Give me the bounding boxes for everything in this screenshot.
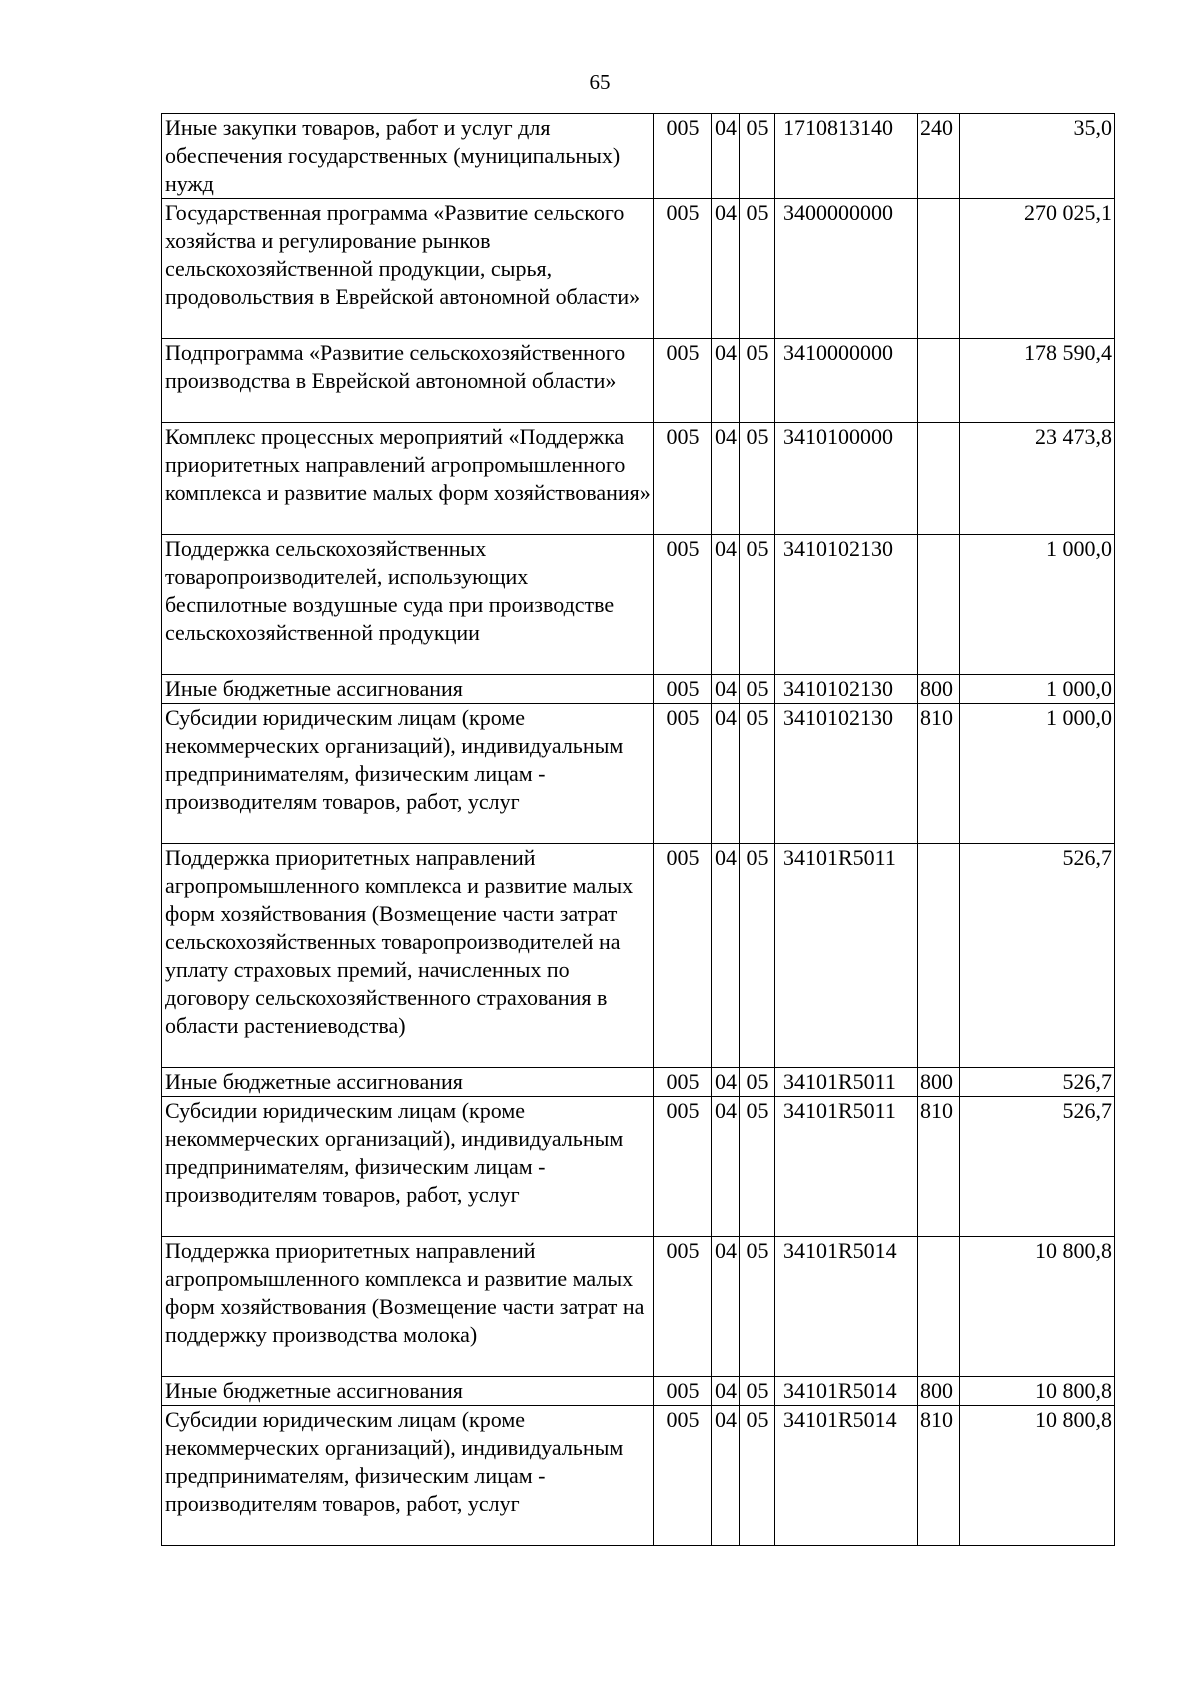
- budget-item-name: Иные закупки товаров, работ и услуг для обеспечения государственных (муниципальных) нужд: [162, 114, 654, 199]
- target-article-code: 1710813140: [775, 114, 918, 199]
- grbs-code: 005: [654, 339, 712, 423]
- amount: 526,7: [960, 844, 1115, 1068]
- expense-type-code: 800: [918, 1068, 960, 1097]
- section-code: 04: [712, 339, 740, 423]
- table-row: [162, 423, 1115, 535]
- subsection-code: 05: [740, 339, 775, 423]
- amount: 526,7: [960, 1097, 1115, 1237]
- section-code: 04: [712, 844, 740, 1068]
- budget-item-name: Поддержка приоритетных направлений агропромышленного комплекса и развитие малых форм хозяйствования (Возмещение части затрат сельскохозяйственных товаропроизводителей на уплату страховых премий, начисленных по договору сельскохозяйственного страхования в области растениеводства): [162, 844, 654, 1068]
- amount: 1 000,0: [960, 675, 1115, 704]
- target-article-code: 34101R5014: [775, 1237, 918, 1377]
- table-row: [162, 535, 1115, 675]
- subsection-code: 05: [740, 423, 775, 535]
- grbs-code: 005: [654, 844, 712, 1068]
- section-code: 04: [712, 114, 740, 199]
- expense-type-code: 810: [918, 1097, 960, 1237]
- subsection-code: 05: [740, 1406, 775, 1546]
- subsection-code: 05: [740, 704, 775, 844]
- target-article-code: 3410100000: [775, 423, 918, 535]
- amount: 10 800,8: [960, 1377, 1115, 1406]
- table-row: [162, 199, 1115, 339]
- grbs-code: 005: [654, 1068, 712, 1097]
- section-code: 04: [712, 423, 740, 535]
- grbs-code: 005: [654, 1237, 712, 1377]
- subsection-code: 05: [740, 535, 775, 675]
- expense-type-code: [918, 1237, 960, 1377]
- expense-type-code: 810: [918, 704, 960, 844]
- expense-type-code: [918, 423, 960, 535]
- amount: 178 590,4: [960, 339, 1115, 423]
- target-article-code: 34101R5011: [775, 1097, 918, 1237]
- budget-item-name: Субсидии юридическим лицам (кроме некоммерческих организаций), индивидуальным предпринимателям, физическим лицам - производителям товаров, работ, услуг: [162, 1097, 654, 1237]
- grbs-code: 005: [654, 199, 712, 339]
- grbs-code: 005: [654, 1406, 712, 1546]
- budget-item-name: Комплекс процессных мероприятий «Поддержка приоритетных направлений агропромышленного комплекса и развитие малых форм хозяйствования»: [162, 423, 654, 535]
- table-row: [162, 114, 1115, 199]
- budget-item-name: Подпрограмма «Развитие сельскохозяйственного производства в Еврейской автономной области»: [162, 339, 654, 423]
- grbs-code: 005: [654, 1377, 712, 1406]
- section-code: 04: [712, 199, 740, 339]
- table-row: [162, 844, 1115, 1068]
- budget-item-name: Поддержка приоритетных направлений агропромышленного комплекса и развитие малых форм хозяйствования (Возмещение части затрат на поддержку производства молока): [162, 1237, 654, 1377]
- section-code: 04: [712, 704, 740, 844]
- expense-type-code: 810: [918, 1406, 960, 1546]
- table-row: [162, 1406, 1115, 1546]
- subsection-code: 05: [740, 1237, 775, 1377]
- amount: 23 473,8: [960, 423, 1115, 535]
- subsection-code: 05: [740, 844, 775, 1068]
- amount: 10 800,8: [960, 1237, 1115, 1377]
- target-article-code: 34101R5014: [775, 1406, 918, 1546]
- grbs-code: 005: [654, 1097, 712, 1237]
- budget-item-name: Иные бюджетные ассигнования: [162, 1068, 654, 1097]
- budget-item-name: Государственная программа «Развитие сельского хозяйства и регулирование рынков сельскохозяйственной продукции, сырья, продовольствия в Еврейской автономной области»: [162, 199, 654, 339]
- amount: 35,0: [960, 114, 1115, 199]
- subsection-code: 05: [740, 675, 775, 704]
- expense-type-code: 800: [918, 675, 960, 704]
- subsection-code: 05: [740, 1068, 775, 1097]
- table-row: [162, 1377, 1115, 1406]
- table-row: [162, 675, 1115, 704]
- subsection-code: 05: [740, 199, 775, 339]
- section-code: 04: [712, 675, 740, 704]
- target-article-code: 3410102130: [775, 704, 918, 844]
- target-article-code: 3400000000: [775, 199, 918, 339]
- section-code: 04: [712, 1377, 740, 1406]
- expense-type-code: [918, 199, 960, 339]
- table-row: [162, 1097, 1115, 1237]
- grbs-code: 005: [654, 535, 712, 675]
- target-article-code: 34101R5014: [775, 1377, 918, 1406]
- subsection-code: 05: [740, 1097, 775, 1237]
- expense-type-code: [918, 535, 960, 675]
- target-article-code: 3410102130: [775, 535, 918, 675]
- budget-item-name: Субсидии юридическим лицам (кроме некоммерческих организаций), индивидуальным предпринимателям, физическим лицам - производителям товаров, работ, услуг: [162, 704, 654, 844]
- expense-type-code: [918, 339, 960, 423]
- grbs-code: 005: [654, 704, 712, 844]
- expense-type-code: [918, 844, 960, 1068]
- section-code: 04: [712, 535, 740, 675]
- expense-type-code: 800: [918, 1377, 960, 1406]
- subsection-code: 05: [740, 1377, 775, 1406]
- budget-item-name: Иные бюджетные ассигнования: [162, 675, 654, 704]
- target-article-code: 34101R5011: [775, 1068, 918, 1097]
- subsection-code: 05: [740, 114, 775, 199]
- grbs-code: 005: [654, 675, 712, 704]
- amount: 270 025,1: [960, 199, 1115, 339]
- section-code: 04: [712, 1097, 740, 1237]
- amount: 1 000,0: [960, 704, 1115, 844]
- table-row: [162, 1068, 1115, 1097]
- target-article-code: 34101R5011: [775, 844, 918, 1068]
- amount: 526,7: [960, 1068, 1115, 1097]
- budget-item-name: Иные бюджетные ассигнования: [162, 1377, 654, 1406]
- grbs-code: 005: [654, 114, 712, 199]
- target-article-code: 3410102130: [775, 675, 918, 704]
- budget-item-name: Поддержка сельскохозяйственных товаропроизводителей, использующих беспилотные воздушные суда при производстве сельскохозяйственной продукции: [162, 535, 654, 675]
- section-code: 04: [712, 1237, 740, 1377]
- amount: 10 800,8: [960, 1406, 1115, 1546]
- section-code: 04: [712, 1406, 740, 1546]
- table-row: [162, 704, 1115, 844]
- budget-table: [161, 113, 1115, 1546]
- target-article-code: 3410000000: [775, 339, 918, 423]
- grbs-code: 005: [654, 423, 712, 535]
- expense-type-code: 240: [918, 114, 960, 199]
- section-code: 04: [712, 1068, 740, 1097]
- table-row: [162, 339, 1115, 423]
- budget-item-name: Субсидии юридическим лицам (кроме некоммерческих организаций), индивидуальным предпринимателям, физическим лицам - производителям товаров, работ, услуг: [162, 1406, 654, 1546]
- table-row: [162, 1237, 1115, 1377]
- page-number: 65: [589, 70, 611, 94]
- amount: 1 000,0: [960, 535, 1115, 675]
